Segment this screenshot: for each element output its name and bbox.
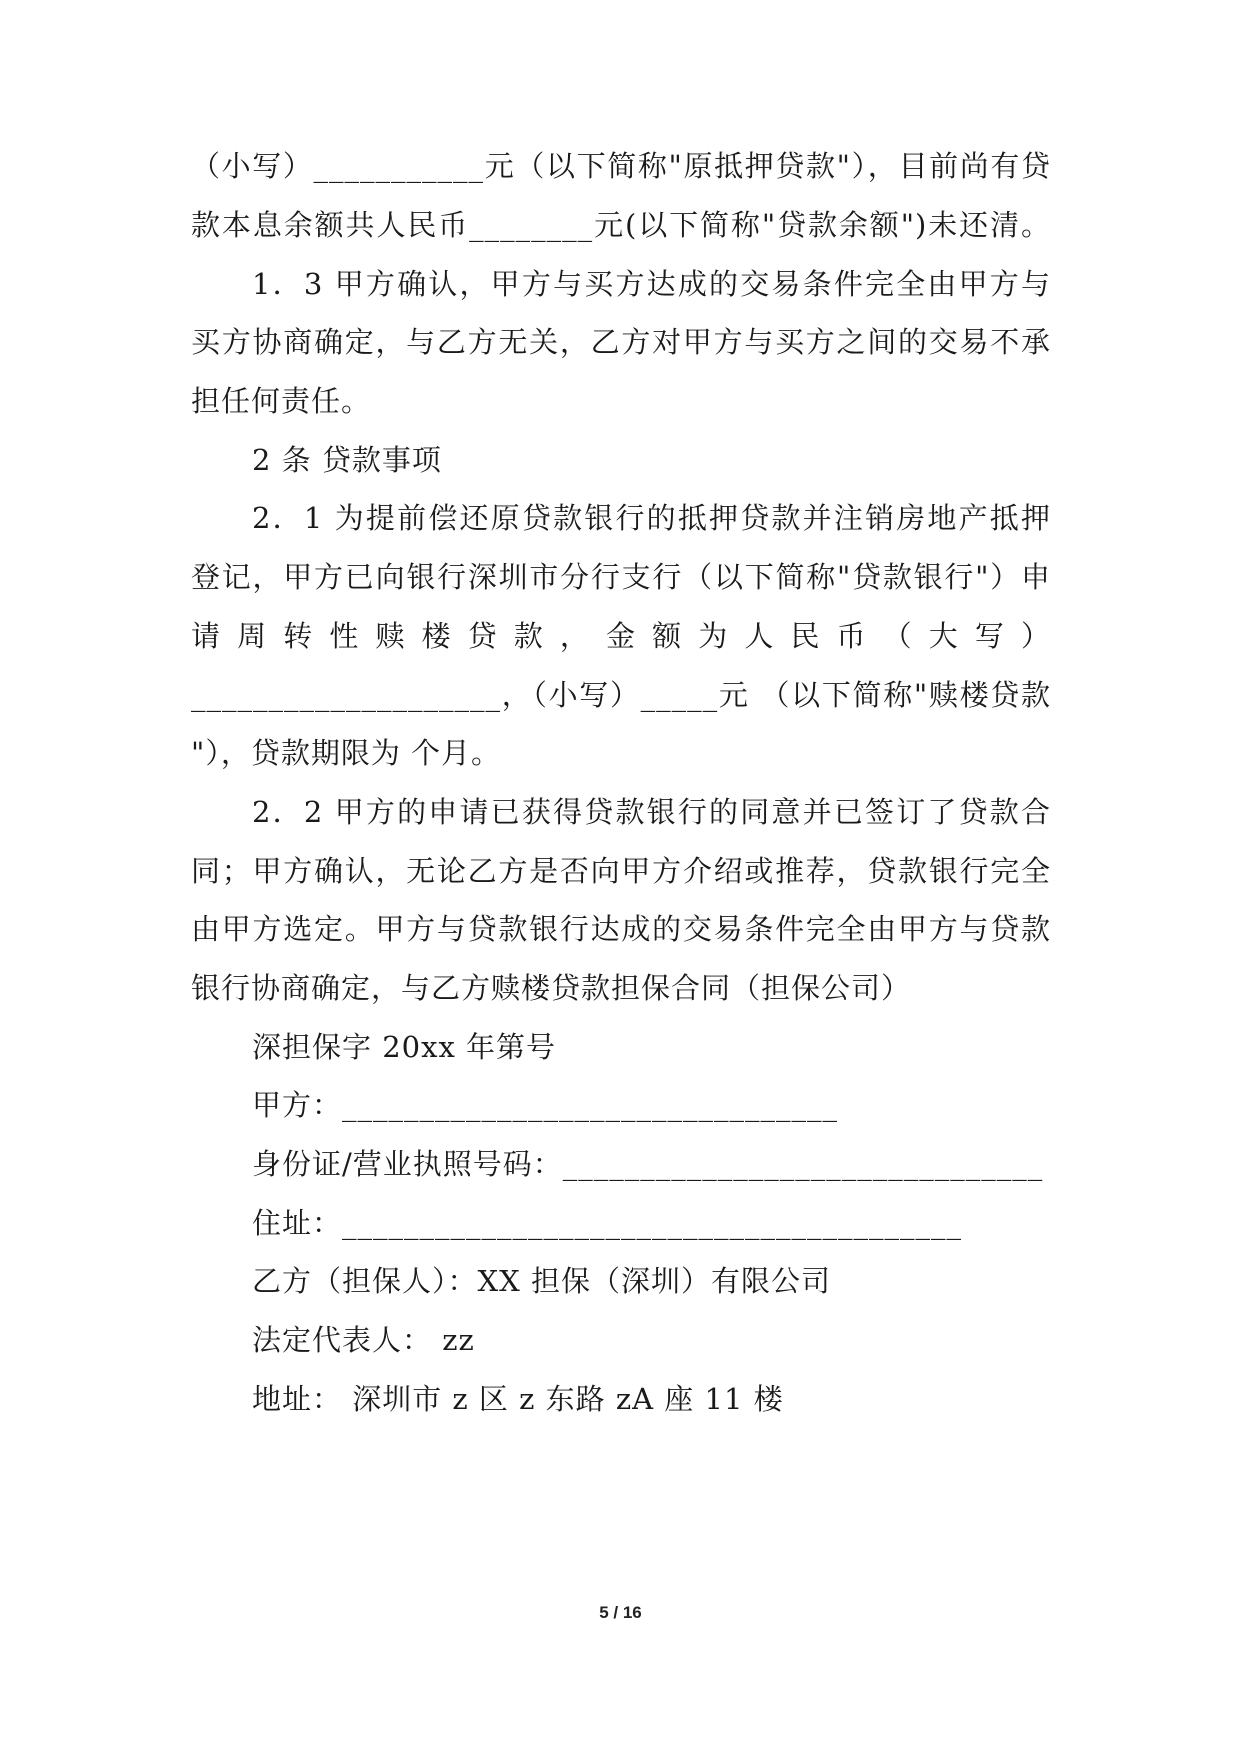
text-line-10: ____________________，（小写）_____元 （以下简称"赎楼贷款: [191, 678, 1051, 712]
page-number: 5 / 16: [599, 1603, 642, 1622]
text-line-11: "），贷款期限为 个月。: [191, 736, 502, 770]
text-line-8: 登记，甲方已向银行深圳市分行支行（以下简称"贷款银行"）申: [191, 560, 1051, 594]
text-line-13: 同；甲方确认，无论乙方是否向甲方介绍或推荐，贷款银行完全: [191, 854, 1051, 888]
contract-number: 深担保字 20xx 年第号: [252, 1030, 557, 1064]
party-b-line: 乙方（担保人）：XX 担保（深圳）有限公司: [252, 1264, 832, 1298]
legal-representative-line: 法定代表人： zz: [252, 1323, 475, 1357]
text-line-1: （小写）___________元（以下简称"原抵押贷款"），目前尚有贷: [191, 149, 1051, 183]
text-line-3: 1．3 甲方确认，甲方与买方达成的交易条件完全由甲方与: [252, 267, 1051, 301]
party-b-address-line: 地址： 深圳市 z 区 z 东路 zA 座 11 楼: [252, 1382, 784, 1416]
text-line-9: 请 周 转 性 赎 楼 贷 款 ， 金 额 为 人 民 币 （ 大 写 ）: [191, 619, 1051, 653]
id-license-field: 身份证/营业执照号码：_______________________________: [252, 1147, 1044, 1181]
text-line-2: 款本息余额共人民币________元(以下简称"贷款余额")未还清。: [191, 208, 1051, 242]
section-heading: 2 条 贷款事项: [252, 443, 442, 477]
text-line-14: 由甲方选定。甲方与贷款银行达成的交易条件完全由甲方与贷款: [191, 912, 1051, 946]
text-line-7: 2．1 为提前偿还原贷款银行的抵押贷款并注销房地产抵押: [252, 501, 1051, 535]
address-field: 住址：________________________________________: [252, 1206, 963, 1240]
text-line-5: 担任何责任。: [191, 384, 372, 418]
text-line-12: 2．2 甲方的申请已获得贷款银行的同意并已签订了贷款合: [252, 795, 1051, 829]
text-line-15: 银行协商确定，与乙方赎楼贷款担保合同（担保公司）: [191, 971, 912, 1005]
party-a-field: 甲方：________________________________: [252, 1088, 839, 1122]
text-line-4: 买方协商确定，与乙方无关，乙方对甲方与买方之间的交易不承: [191, 325, 1051, 359]
